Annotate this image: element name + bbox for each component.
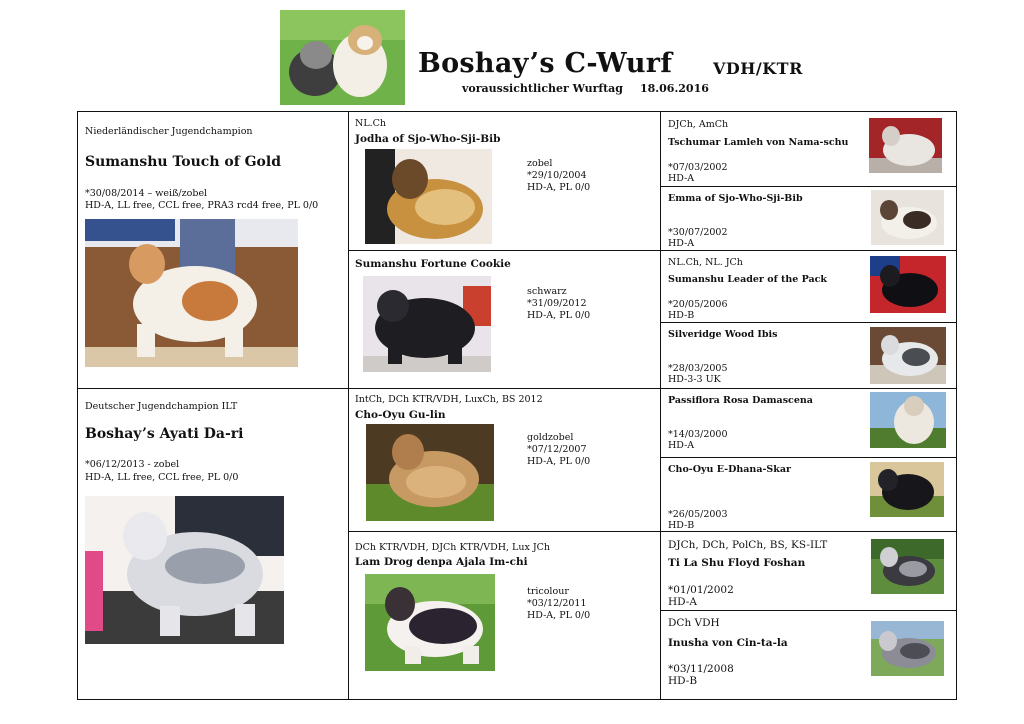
great-grandparent-cell: [660, 250, 957, 323]
ggp-titles: DJCh, DCh, PolCh, BS, KS-ILT: [668, 539, 828, 551]
dam-birth: *06/12/2013 - zobel: [85, 459, 180, 470]
grandparent-name: Cho-Oyu Gu-lin: [355, 409, 446, 421]
dam-photo: [85, 496, 284, 644]
ggp-birth: *20/05/2006: [668, 299, 728, 310]
grandparent-color: goldzobel: [527, 432, 574, 443]
dam-name: Boshay’s Ayati Da-ri: [85, 426, 244, 442]
ggp-photo: [871, 621, 944, 676]
grandparent-cell: [348, 111, 661, 251]
ggp-photo: [871, 190, 944, 245]
dam-titles: Deutscher Jugendchampion ILT: [85, 401, 238, 412]
ggp-titles: DCh VDH: [668, 617, 720, 629]
sire-health: HD-A, LL free, CCL free, PRA3 rcd4 free, PL 0/0: [85, 200, 319, 211]
ggp-name: Silveridge Wood Ibis: [668, 329, 778, 340]
grandparent-health: HD-A, PL 0/0: [527, 310, 591, 321]
ggp-photo: [869, 118, 942, 173]
grandparent-color: zobel: [527, 158, 553, 169]
grandparent-name: Jodha of Sjo-Who-Sji-Bib: [355, 133, 501, 145]
grandparent-cell: [348, 388, 661, 532]
grandparent-birth: *31/09/2012: [527, 298, 587, 309]
grandparent-birth: *03/12/2011: [527, 598, 587, 609]
ggp-birth: *07/03/2002: [668, 162, 728, 173]
ggp-photo: [870, 462, 944, 517]
parent-sire-cell: [77, 111, 349, 389]
ggp-titles: DJCh, AmCh: [668, 119, 729, 130]
ggp-name: Ti La Shu Floyd Foshan: [668, 557, 806, 569]
grandparent-titles: DCh KTR/VDH, DJCh KTR/VDH, Lux JCh: [355, 542, 551, 553]
grandparent-titles: IntCh, DCh KTR/VDH, LuxCh, BS 2012: [355, 394, 543, 405]
grandparent-titles: NL.Ch: [355, 118, 387, 129]
sire-photo: [85, 219, 298, 367]
ggp-health: HD-A: [668, 440, 695, 451]
great-grandparent-cell: [660, 186, 957, 251]
ggp-name: Inusha von Cin-ta-la: [668, 637, 788, 649]
great-grandparent-cell: [660, 610, 957, 700]
page-title: Boshay’s C-Wurf: [418, 48, 673, 79]
sire-name: Sumanshu Touch of Gold: [85, 154, 282, 170]
ggp-birth: *01/01/2002: [668, 584, 734, 596]
ggp-health: HD-B: [668, 310, 695, 321]
ggp-health: HD-B: [668, 520, 695, 531]
grandparent-name: Lam Drog denpa Ajala Im-chi: [355, 556, 528, 568]
ggp-birth: *28/03/2005: [668, 363, 728, 374]
club-label: VDH/KTR: [713, 59, 803, 78]
litter-date-label: voraussichtlicher Wurftag: [462, 82, 623, 95]
parent-dam-cell: [77, 388, 349, 700]
litter-date: 18.06.2016: [640, 82, 709, 95]
grandparent-health: HD-A, PL 0/0: [527, 182, 591, 193]
grandparent-name: Sumanshu Fortune Cookie: [355, 258, 511, 270]
great-grandparent-cell: [660, 388, 957, 458]
grandparent-photo: [366, 424, 494, 521]
grandparent-cell: [348, 250, 661, 389]
grandparent-health: HD-A, PL 0/0: [527, 610, 591, 621]
header-dogs-photo: [280, 10, 405, 105]
ggp-titles: NL.Ch, NL. JCh: [668, 257, 743, 268]
grandparent-photo: [365, 149, 492, 244]
ggp-birth: *26/05/2003: [668, 509, 728, 520]
ggp-photo: [870, 256, 946, 313]
ggp-name: Cho-Oyu E-Dhana-Skar: [668, 464, 792, 475]
grandparent-cell: [348, 531, 661, 700]
ggp-name: Emma of Sjo-Who-Sji-Bib: [668, 193, 803, 204]
grandparent-birth: *07/12/2007: [527, 444, 587, 455]
great-grandparent-cell: [660, 531, 957, 611]
ggp-health: HD-A: [668, 173, 695, 184]
great-grandparent-cell: [660, 457, 957, 532]
ggp-health: HD-3-3 UK: [668, 374, 721, 385]
ggp-health: HD-A: [668, 596, 697, 608]
grandparent-color: schwarz: [527, 286, 567, 297]
ggp-health: HD-B: [668, 675, 698, 687]
sire-titles: Niederländischer Jugendchampion: [85, 126, 253, 137]
dam-health: HD-A, LL free, CCL free, PL 0/0: [85, 472, 239, 483]
ggp-name: Sumanshu Leader of the Pack: [668, 274, 828, 285]
great-grandparent-cell: [660, 322, 957, 389]
ggp-photo: [870, 327, 946, 384]
ggp-health: HD-A: [668, 238, 695, 249]
ggp-birth: *14/03/2000: [668, 429, 728, 440]
grandparent-color: tricolour: [527, 586, 569, 597]
ggp-birth: *03/11/2008: [668, 663, 734, 675]
grandparent-photo: [365, 574, 495, 671]
ggp-name: Passiflora Rosa Damascena: [668, 395, 813, 406]
ggp-photo: [870, 392, 946, 448]
ggp-birth: *30/07/2002: [668, 227, 728, 238]
grandparent-photo: [363, 276, 491, 372]
great-grandparent-cell: [660, 111, 957, 187]
grandparent-birth: *29/10/2004: [527, 170, 587, 181]
grandparent-health: HD-A, PL 0/0: [527, 456, 591, 467]
ggp-name: Tschumar Lamleh von Nama-schu: [668, 137, 849, 148]
ggp-photo: [871, 539, 944, 594]
sire-birth: *30/08/2014 – weiß/zobel: [85, 188, 208, 199]
